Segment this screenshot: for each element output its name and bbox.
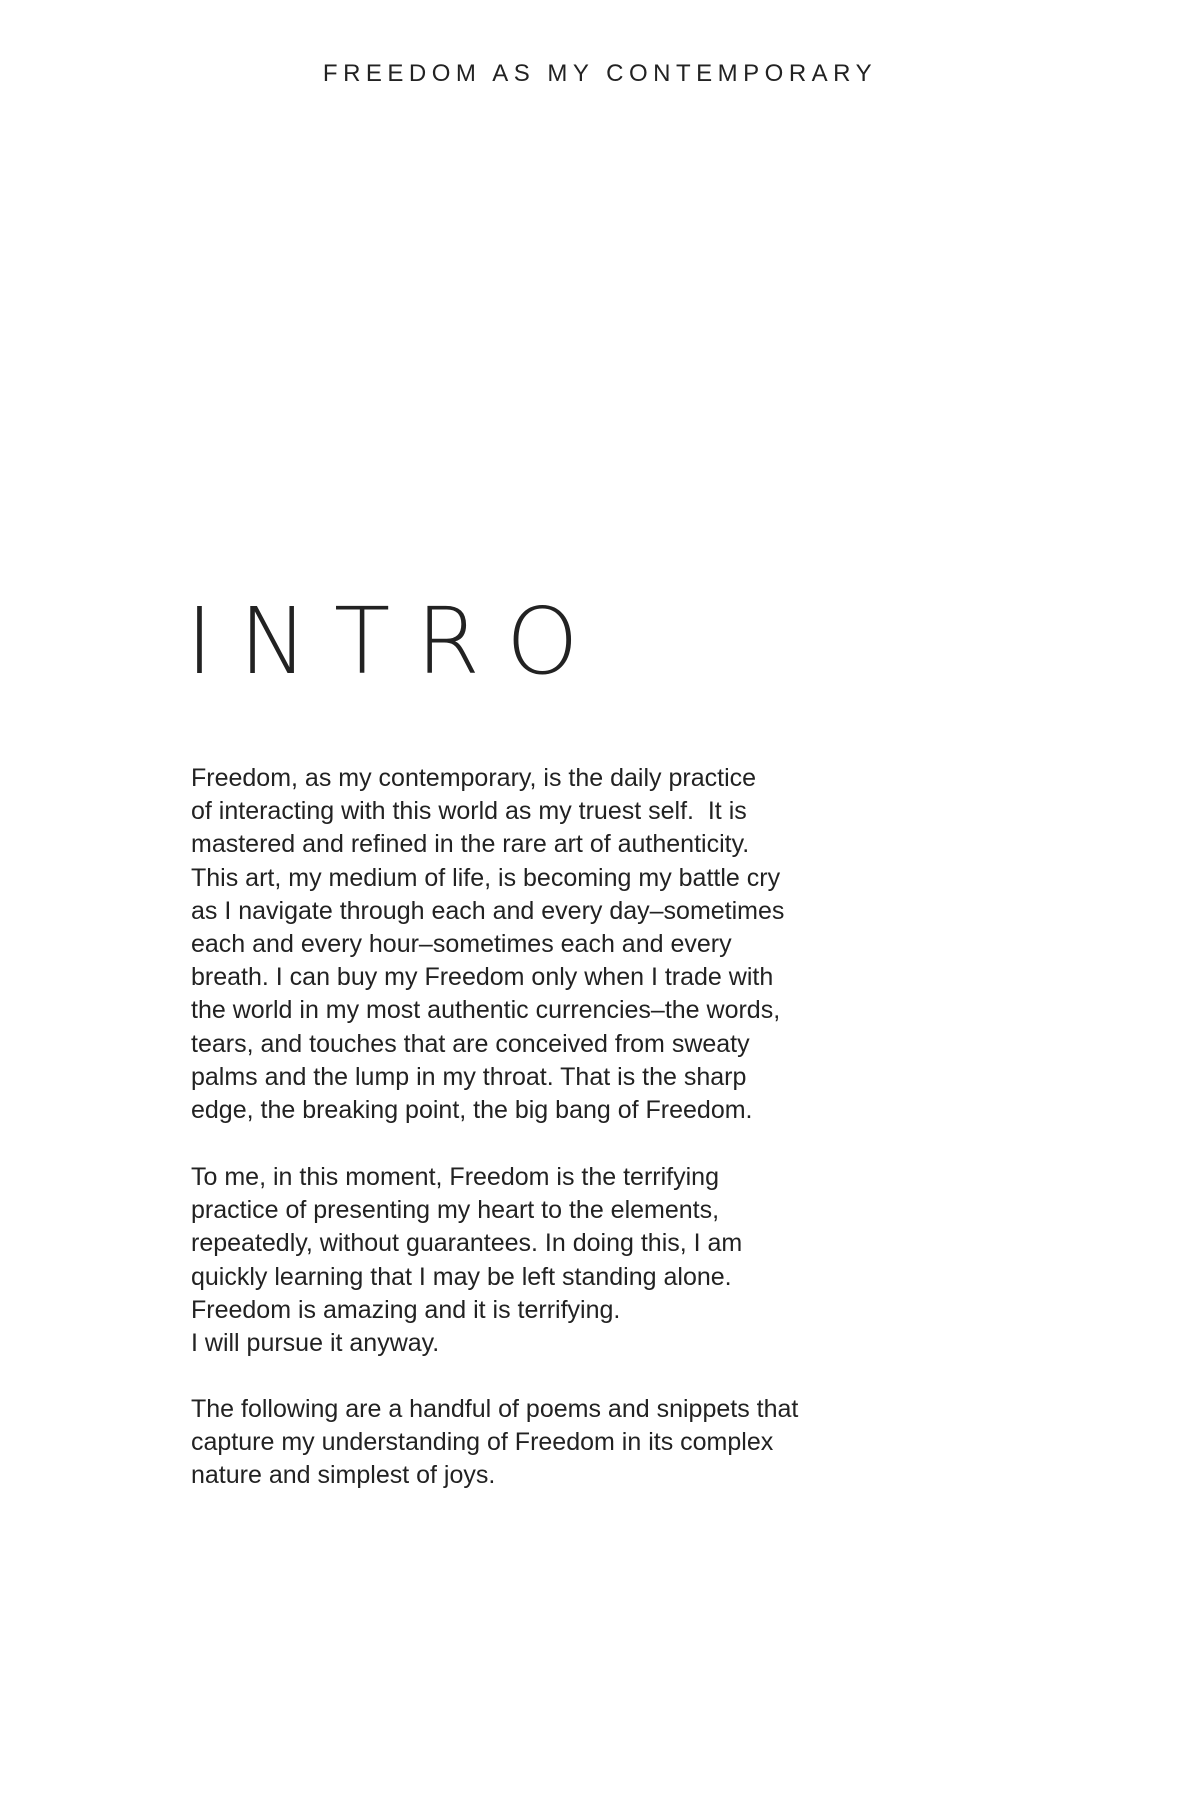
text-line: nature and simplest of joys. — [191, 1461, 496, 1490]
text-line: edge, the breaking point, the big bang of Freedom. — [191, 1096, 753, 1125]
text-line: the world in my most authentic currencies–the words, — [191, 996, 781, 1025]
text-line: Freedom is amazing and it is terrifying. — [191, 1295, 621, 1324]
running-header-title: FREEDOM AS MY CONTEMPORARY — [322, 60, 878, 87]
text-line: practice of presenting my heart to the elements, — [191, 1196, 720, 1225]
text-line: quickly learning that I may be left standing alone. — [191, 1262, 732, 1291]
text-line: This art, my medium of life, is becoming my battle cry — [191, 863, 781, 892]
text-line: I will pursue it anyway. — [191, 1329, 440, 1358]
paragraph-2 — [191, 1161, 742, 1360]
text-line: palms and the lump in my throat. That is the sharp — [191, 1062, 747, 1091]
text-line: tears, and touches that are conceived from sweaty — [191, 1029, 750, 1058]
text-line: To me, in this moment, Freedom is the terrifying — [191, 1163, 719, 1191]
text-line: The following are a handful of poems and snippets that — [191, 1395, 799, 1423]
paragraph-3 — [191, 1393, 798, 1493]
text-line: mastered and refined in the rare art of authenticity. — [191, 830, 750, 859]
text-line: repeatedly, without guarantees. In doing this, I am — [191, 1229, 743, 1258]
text-line: capture my understanding of Freedom in its complex — [191, 1428, 774, 1457]
paragraph-1 — [191, 762, 784, 1127]
section-heading: INTRO — [186, 588, 605, 695]
text-line: as I navigate through each and every day–sometimes — [191, 896, 785, 925]
text-line: of interacting with this world as my truest self. It is — [191, 797, 747, 826]
text-line: each and every hour–sometimes each and every — [191, 930, 732, 959]
text-line: Freedom, as my contemporary, is the daily practice — [191, 764, 757, 792]
text-line: breath. I can buy my Freedom only when I trade with — [191, 963, 774, 992]
